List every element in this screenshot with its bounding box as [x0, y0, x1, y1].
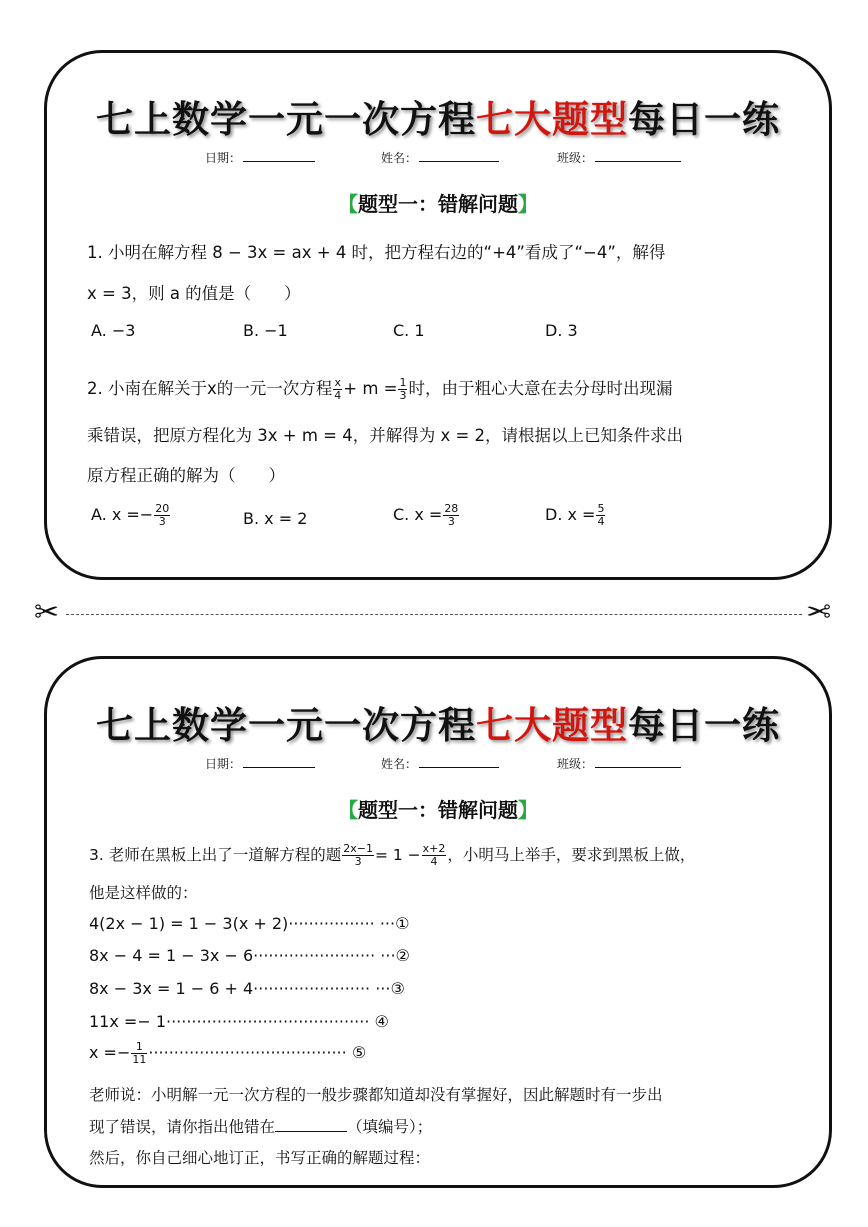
question-1-line-2: x = 3，则 a 的值是（ ） [87, 284, 301, 303]
q2-option-c[interactable]: C. x = $\frac{28}{3}$ [393, 502, 459, 528]
worksheet-title: 七上数学一元一次方程七大题型每日一练 [96, 703, 780, 747]
worksheet-card-1 [44, 50, 832, 580]
q1-option-b[interactable]: B. −1 [243, 321, 288, 340]
teacher-comment-line-1: 老师说：小明解一元一次方程的一般步骤都知道却没有掌握好，因此解题时有一步出 [89, 1086, 663, 1104]
scissors-icon-left: ✂ [34, 595, 60, 630]
question-2-line-2: 乘错误，把原方程化为 3x + m = 4，并解得为 x = 2，请根据以上已知条件求出 [87, 426, 684, 445]
class-field[interactable]: 班级： [557, 149, 681, 166]
question-2-line-3: 原方程正确的解为（ ） [87, 466, 285, 485]
q2-option-a[interactable]: A. x =− $\frac{20}{3}$ [91, 502, 170, 528]
section-heading: 【题型一：错解问题】 [338, 798, 538, 822]
worksheet-title: 七上数学一元一次方程七大题型每日一练 [96, 97, 780, 141]
section-heading: 【题型一：错解问题】 [338, 192, 538, 216]
q1-option-a[interactable]: A. −3 [91, 321, 136, 340]
name-field[interactable]: 姓名： [381, 149, 499, 166]
cut-line-divider [66, 614, 802, 615]
q1-option-d[interactable]: D. 3 [545, 321, 578, 340]
question-3-line-1: 3. 老师在黑板上出了一道解方程的题 $\frac{2x-1}{3}$ = 1 − $\frac{x+2}{4}$ ，小明马上举手，要求到黑板上做， [89, 842, 696, 868]
scissors-icon-right: ✂ [806, 595, 832, 630]
solution-step-4: 11x =− 1········································ ④ [89, 1012, 389, 1031]
worksheet-card-2 [44, 656, 832, 1188]
q2-option-b[interactable]: B. x = 2 [243, 509, 308, 528]
name-field[interactable]: 姓名： [381, 755, 499, 772]
date-field[interactable]: 日期： [205, 755, 315, 772]
q1-option-c[interactable]: C. 1 [393, 321, 425, 340]
question-1-line-1: 1. 小明在解方程 8 − 3x = ax + 4 时，把方程右边的“+4”看成了“−4”，解得 [87, 243, 666, 262]
solution-step-1: 4(2x − 1) = 1 − 3(x + 2)················· ···① [89, 914, 410, 933]
q2-option-d[interactable]: D. x = $\frac{5}{4}$ [545, 502, 605, 528]
class-field[interactable]: 班级： [557, 755, 681, 772]
teacher-comment-line-2: 现了错误，请你指出他错在 （填编号）； [89, 1118, 433, 1136]
teacher-comment-line-3: 然后，你自己细心地订正，书写正确的解题过程： [89, 1149, 431, 1167]
date-field[interactable]: 日期： [205, 149, 315, 166]
question-2-line-1: 2. 小南在解关于x的一元一次方程 $\frac{x}{4}$ + m = $\frac{1}{3}$ 时，由于粗心大意在去分母时出现漏 [87, 376, 673, 402]
answer-blank[interactable] [275, 1117, 347, 1132]
solution-step-5: x =− $\frac{1}{11}$ ······································· ⑤ [89, 1040, 367, 1066]
solution-step-2: 8x − 4 = 1 − 3x − 6························ ···② [89, 946, 410, 965]
question-3-line-2: 他是这样做的： [89, 884, 198, 902]
solution-step-3: 8x − 3x = 1 − 6 + 4······················· ···③ [89, 979, 405, 998]
